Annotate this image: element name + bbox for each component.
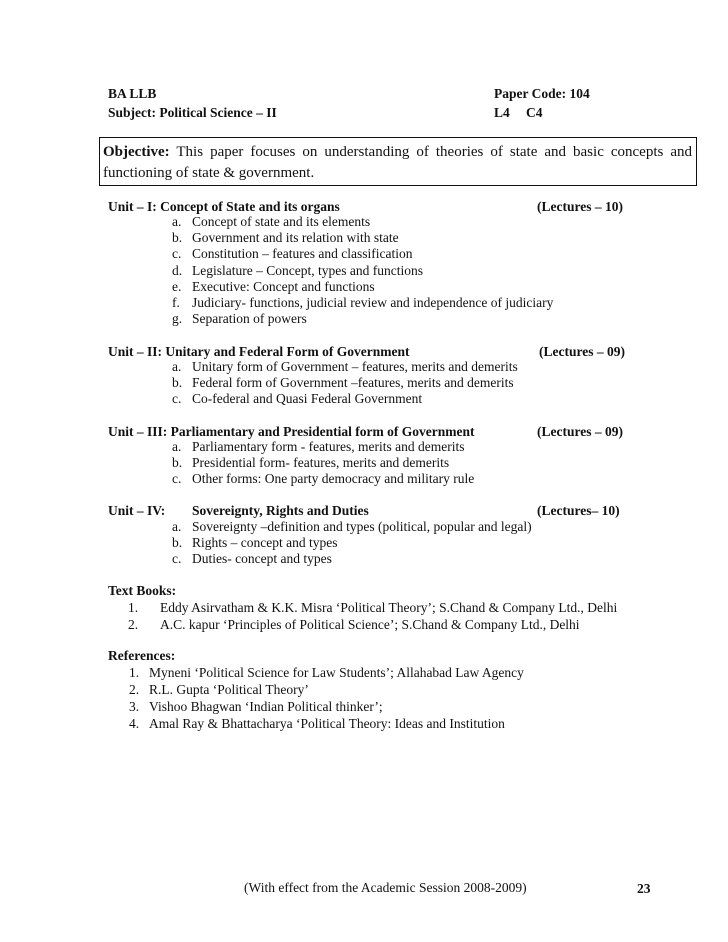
list-item: c. Co-federal and Quasi Federal Government xyxy=(172,391,423,407)
objective-text-2: functioning of state & government. xyxy=(103,165,315,181)
unit-2-list xyxy=(172,359,518,408)
list-item: a. Parliamentary form - features, merits and demerits xyxy=(172,439,465,454)
list-item: 3. Vishoo Bhagwan ‘Indian Political thinker’; xyxy=(129,699,383,714)
list-item: c. Constitution – features and classification xyxy=(172,246,413,262)
list-item: b. Rights – concept and types xyxy=(172,535,338,551)
unit-3-lectures: (Lectures – 09) xyxy=(537,424,623,439)
list-item: c. Duties- concept and types xyxy=(172,551,332,567)
objective-box xyxy=(99,137,697,186)
unit-4-list xyxy=(172,519,532,568)
unit-3-list xyxy=(172,439,474,488)
references-list xyxy=(129,664,524,732)
unit-4-lectures: (Lectures– 10) xyxy=(537,503,620,518)
list-item: d. Legislature – Concept, types and functions xyxy=(172,262,423,278)
list-item: 2. R.L. Gupta ‘Political Theory’ xyxy=(129,682,309,697)
list-item: a. Unitary form of Government – features, merits and demerits xyxy=(172,359,518,374)
list-item: 2. A.C. kapur ‘Principles of Political Science’; S.Chand & Company Ltd., Delhi xyxy=(128,617,580,632)
list-item: c. Other forms: One party democracy and military rule xyxy=(172,471,475,487)
list-item: b. Presidential form- features, merits and demerits xyxy=(172,455,450,471)
header-left xyxy=(108,84,277,122)
objective-text-1: This paper focuses on understanding of theories of state and basic concepts and xyxy=(176,144,692,160)
list-item: 1. Eddy Asirvatham & K.K. Misra ‘Political Theory’; S.Chand & Company Ltd., Delhi xyxy=(128,600,618,615)
text-books-heading: Text Books: xyxy=(108,583,177,598)
subject-name: Subject: Political Science – II xyxy=(108,105,277,120)
list-item: 1. Myneni ‘Political Science for Law Students’; Allahabad Law Agency xyxy=(129,665,524,680)
objective-line-1 xyxy=(103,142,692,163)
footer-note: (With effect from the Academic Session 2008-2009) xyxy=(244,880,527,895)
text-books-list xyxy=(128,599,617,633)
list-item: b. Federal form of Government –features, merits and demerits xyxy=(172,375,514,391)
l-value: L4 xyxy=(494,105,510,120)
list-item: e. Executive: Concept and functions xyxy=(172,278,375,294)
unit-2-title: Unit – II: Unitary and Federal Form of Government xyxy=(108,344,410,359)
header-right xyxy=(494,84,590,122)
unit-1-lectures: (Lectures – 10) xyxy=(537,199,623,214)
paper-code: Paper Code: 104 xyxy=(494,86,590,101)
references-heading: References: xyxy=(108,648,176,663)
objective-label: Objective: xyxy=(103,144,170,160)
unit-3-title: Unit – III: Parliamentary and Presidential form of Government xyxy=(108,424,475,439)
c-value: C4 xyxy=(526,105,543,120)
list-item: b. Government and its relation with state xyxy=(172,230,399,246)
unit-2-lectures: (Lectures – 09) xyxy=(539,344,625,359)
program-name: BA LLB xyxy=(108,86,157,101)
unit-4-title: Sovereignty, Rights and Duties xyxy=(192,503,369,518)
unit-4-prefix: Unit – IV: xyxy=(108,503,166,518)
list-item: g. Separation of powers xyxy=(172,311,307,327)
unit-1-list xyxy=(172,214,553,327)
unit-1-title: Unit – I: Concept of State and its organs xyxy=(108,199,340,214)
credit-row xyxy=(494,103,590,122)
list-item: a. Sovereignty –definition and types (political, popular and legal) xyxy=(172,519,532,534)
list-item: a. Concept of state and its elements xyxy=(172,214,371,229)
page-number: 23 xyxy=(637,881,651,896)
list-item: 4. Amal Ray & Bhattacharya ‘Political Theory: Ideas and Institution xyxy=(129,716,505,731)
list-item: f. Judiciary- functions, judicial review and independence of judiciary xyxy=(172,294,554,310)
